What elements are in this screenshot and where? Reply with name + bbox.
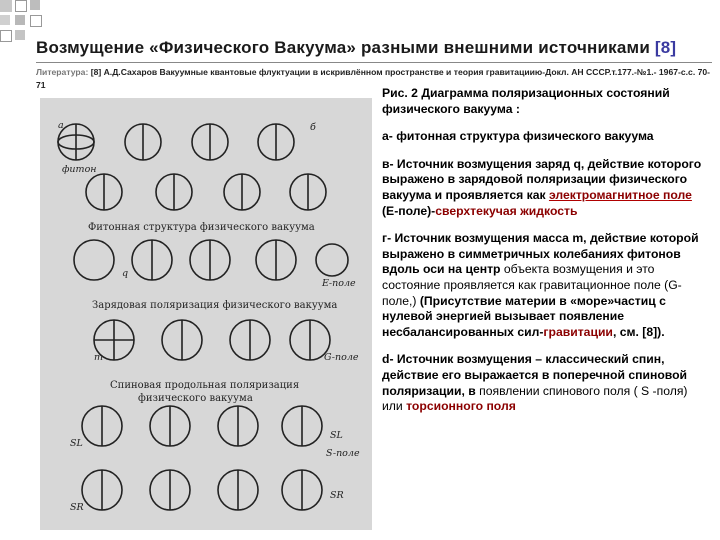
mass-row <box>94 320 330 360</box>
spin-row-2 <box>82 470 322 510</box>
title-text: Возмущение «Физического Вакуума» разными внешними источниками <box>36 38 650 57</box>
fiton-row-1 <box>58 124 294 160</box>
fig-caption-3b: физического вакуума <box>138 393 253 404</box>
deco-square <box>30 15 42 27</box>
polarization-figure <box>40 98 372 530</box>
charge-row <box>74 240 348 280</box>
fig-label-sl-right: SL <box>330 430 343 441</box>
spin-row-1 <box>82 406 322 446</box>
item-v <box>382 157 704 219</box>
fig-caption-3a: Спиновая продольная поляризация <box>110 380 300 391</box>
deco-square <box>0 15 10 25</box>
fig-caption-2: Зарядовая поляризация физического вакуума <box>92 300 338 311</box>
literature-label: Литература: <box>36 67 89 77</box>
fiton-row-2 <box>86 174 326 210</box>
item-g-bold: (Присутствие материи в «море»частиц с нулевой энергией вызывает появление несбалансированных сил- <box>382 293 666 339</box>
item-v-superfluid: сверхтекучая жидкость <box>435 203 578 218</box>
description-column <box>382 86 704 427</box>
fig-label-g-pole: G-поле <box>324 352 359 363</box>
figure-drawing <box>40 98 372 530</box>
fig-label-s-pole: S-поле <box>326 448 360 459</box>
item-g <box>382 231 704 340</box>
deco-square <box>15 0 27 12</box>
fig-label-sr-left: SR <box>70 502 84 513</box>
item-v-text: в- Источник возмущения заряд q, действие которого выражено в зарядовой поляризации физического вакуума и проявляется как <box>382 156 702 202</box>
fig-label-b: б <box>310 122 316 133</box>
item-v-em-field: электромагнитное поле <box>548 187 692 202</box>
deco-square <box>30 0 40 10</box>
item-d-torsion: торсионного поля <box>406 399 516 414</box>
fig-label-sl-left: SL <box>70 438 83 449</box>
literature-text: [8] А.Д.Сахаров Вакуумные квантовые флуктуации в искривлённом пространстве и теория гравитациию-Докл. АН СССР.т.177.-№1.- 1967-с.с. 70-71 <box>36 67 711 90</box>
fig-label-e-pole: Е-поле <box>322 278 356 289</box>
fig-label-sr-right: SR <box>330 490 344 501</box>
item-g-ref: , см. [8]). <box>612 324 665 339</box>
title-divider <box>36 62 712 63</box>
item-v-suffix: (Е-поле)- <box>382 203 436 218</box>
figure-caption: Рис. 2 Диаграмма поляризационных состояний физического вакуума : <box>382 86 670 116</box>
item-a: а- фитонная структура физического вакуума <box>382 129 654 144</box>
deco-square <box>0 0 12 12</box>
fig-caption-1: Фитонная структура физического вакуума <box>88 222 315 233</box>
deco-square <box>15 15 25 25</box>
item-g-gravity: гравитации <box>543 324 613 339</box>
fig-label-fiton: фитон <box>62 164 97 175</box>
item-d-plain: появлении спинового поля ( S -поля) или <box>382 383 688 414</box>
item-g-plain: объекта возмущения и это состояние проявляется как гравитационное поле (G-поле,) <box>382 262 682 308</box>
title-ref: [8] <box>654 38 677 57</box>
item-d-text: d- Источник возмущения – классический спин, действие его выражается в поперечной спиновой поляризации, в <box>382 352 688 398</box>
item-d <box>382 352 704 414</box>
fig-label-a: а <box>58 120 64 131</box>
deco-square <box>15 30 25 40</box>
slide-title <box>36 38 716 58</box>
fig-label-m: m <box>94 352 104 363</box>
fig-label-q: q <box>122 268 129 279</box>
item-g-text: г- Источник возмущения масса m, действие которой выражено в симметричных колебаниях фитонов вдоль оси на центр <box>382 231 699 277</box>
deco-square <box>0 30 12 42</box>
